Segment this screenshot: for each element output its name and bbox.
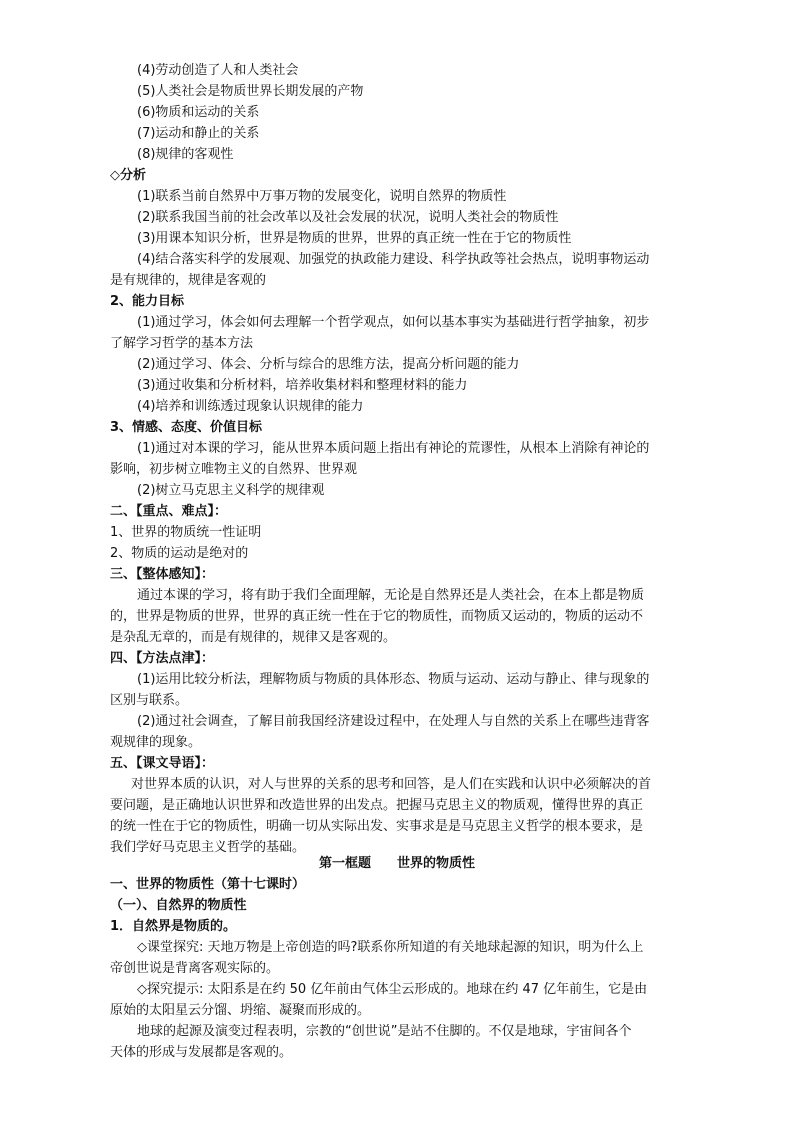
lesson-title: 第一框题 世界的物质性 — [318, 856, 475, 871]
text-line: (4)结合落实科学的发展观、加强党的执政能力建设、科学执政等社会热点，说明事物运动 — [137, 252, 650, 267]
text-line: 影响，初步树立唯物主义的自然界、世界观 — [110, 462, 358, 477]
section-heading: ◇分析 — [110, 168, 146, 183]
text-line: 我们学好马克思主义哲学的基础。 — [110, 840, 306, 855]
text-line: 观规律的现象。 — [110, 735, 202, 750]
text-line: ◇课堂探究: 天地万物是上帝创造的吗?联系你所知道的有关地球起源的知识，明为什么上 — [137, 940, 644, 955]
text-line: 的，世界是物质的世界，世界的真正统一性在于它的物质性，而物质又运动的，物质的运动不 — [110, 609, 644, 624]
text-line: (1)通过学习，体会如何去理解一个哲学观点，如何以基本事实为基础进行哲学抽象，初步 — [137, 315, 650, 330]
text-line: 原始的太阳星云分馏、坍缩、凝聚而形成的。 — [110, 1003, 371, 1018]
section-heading: 五、【课文导语】： — [110, 756, 215, 771]
text-line: (1)联系当前自然界中万事万物的发展变化，说明自然界的物质性 — [137, 189, 507, 204]
section-heading: 一、世界的物质性（第十七课时） — [110, 877, 306, 892]
text-line: (2)通过社会调查，了解目前我国经济建设过程中，在处理人与自然的关系上在哪些违背客 — [137, 714, 650, 729]
text-line: 通过本课的学习，将有助于我们全面理解，无论是自然界还是人类社会，在本上都是物质 — [137, 588, 645, 603]
text-line: (7)运动和静止的关系 — [137, 126, 260, 141]
text-line: (8)规律的客观性 — [137, 147, 234, 162]
text-line: (4)培养和训练透过现象认识规律的能力 — [137, 399, 364, 414]
section-heading: 二、【重点、难点】： — [110, 504, 228, 519]
section-heading: 2、能力目标 — [110, 294, 185, 309]
section-heading: 3、情感、态度、价值目标 — [110, 420, 263, 435]
text-line: (5)人类社会是物质世界长期发展的产物 — [137, 84, 364, 99]
text-line: 区别与联系。 — [110, 693, 189, 708]
text-line: 对世界本质的认识，对人与世界的关系的思考和回答，是人们在实践和认识中必须解决的首 — [131, 777, 652, 792]
text-line: 天体的形成与发展都是客观的。 — [110, 1045, 293, 1060]
section-heading: 1．自然界是物质的。 — [110, 919, 237, 934]
text-line: 了解学习哲学的基本方法 — [110, 336, 254, 351]
section-heading: 四、【方法点津】： — [110, 651, 215, 666]
text-line: 要问题，是正确地认识世界和改造世界的出发点。把握马克思主义的物质观，懂得世界的真正 — [110, 798, 644, 813]
text-line: 是杂乱无章的，而是有规律的，规律又是客观的。 — [110, 630, 397, 645]
text-line: 1、世界的物质统一性证明 — [110, 525, 262, 540]
text-line: 是有规律的，规律是客观的 — [110, 273, 267, 288]
text-line: ◇探究提示: 太阳系是在约 50 亿年前由气体尘云形成的。地球在约 47 亿年前生，它是由 — [137, 982, 648, 997]
section-heading: 三、【整体感知】： — [110, 567, 215, 582]
text-line: (2)树立马克思主义科学的规律观 — [137, 483, 325, 498]
text-line: 地球的起源及演变过程表明，宗教的“创世说”是站不住脚的。不仅是地球，宇宙间各个 — [137, 1024, 632, 1039]
text-line: (2)联系我国当前的社会改革以及社会发展的状况，说明人类社会的物质性 — [137, 210, 559, 225]
text-line: (2)通过学习、体会、分析与综合的思维方法，提高分析问题的能力 — [137, 357, 520, 372]
text-line: (6)物质和运动的关系 — [137, 105, 260, 120]
text-line: (3)用课本知识分析，世界是物质的世界，世界的真正统一性在于它的物质性 — [137, 231, 572, 246]
text-line: (4)劳动创造了人和人类社会 — [137, 63, 299, 78]
text-line: (3)通过收集和分析材料，培养收集材料和整理材料的能力 — [137, 378, 468, 393]
text-line: (1)通过对本课的学习，能从世界本质问题上指出有神论的荒谬性，从根本上消除有神论的 — [137, 441, 650, 456]
text-line: (1)运用比较分析法，理解物质与物质的具体形态、物质与运动、运动与静止、律与现象的 — [137, 672, 650, 687]
text-line: 2、物质的运动是绝对的 — [110, 546, 249, 561]
text-line: 帝创世说是背离客观实际的。 — [110, 961, 280, 976]
text-line: 的统一性在于它的物质性，明确一切从实际出发、实事求是是马克思主义哲学的根本要求，是 — [110, 819, 644, 834]
section-heading: （一）、自然界的物质性 — [110, 898, 247, 913]
